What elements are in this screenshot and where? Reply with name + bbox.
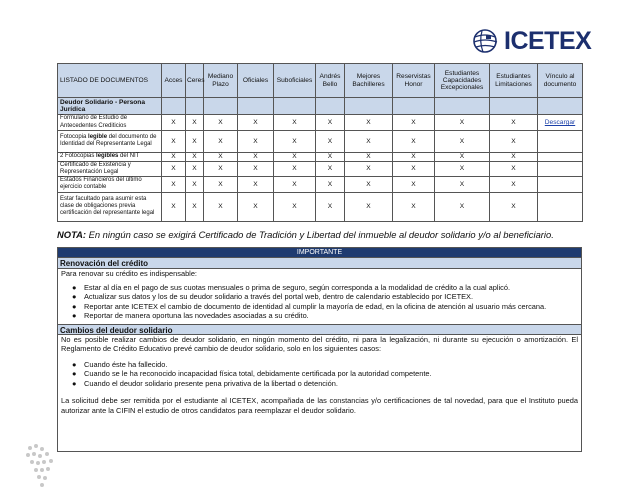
mark: X [435, 161, 490, 176]
mark: X [204, 192, 238, 221]
mark: X [238, 177, 274, 192]
doc-name: Estados Financieros del último ejercicio contable [58, 177, 162, 192]
list-item: ● Estar al día en el pago de sus cuotas mensuales o prima de seguro, según corresponda a la modalidad de crédito a la cual aplicó. [72, 282, 511, 292]
mark: X [345, 130, 393, 152]
documents-table [57, 63, 583, 222]
doc-name: Fotocopia legible del documento de Identidad del Representante Legal [58, 130, 162, 152]
mark: X [393, 192, 435, 221]
mark: X [490, 161, 538, 176]
mark: X [316, 115, 345, 130]
mark: X [435, 152, 490, 161]
cambios-closing: La solicitud debe ser remitida por el estudiante al ICETEX, acompañada de las constancias y/o certificaciones de tal novedad, para que el Instituto pueda autorizar ante la CIFIN el estudio de otros candidatos para reemplazar el deudor solidario. [61, 396, 578, 415]
list-item: ● Reportar de manera oportuna las novedades asociadas a su crédito. [72, 311, 309, 320]
mark: X [435, 130, 490, 152]
doc-name: Formulario de Estudio de Antecedentes Crediticios [58, 115, 162, 130]
renovacion-intro: Para renovar su crédito es indispensable: [61, 269, 197, 278]
col-header: Ceres [186, 64, 204, 98]
col-header: Mediano Plazo [204, 64, 238, 98]
mark: X [238, 130, 274, 152]
mark: X [162, 192, 186, 221]
mark: X [274, 177, 316, 192]
list-item: ● Cuando el deudor solidario presente pena privativa de la libertad o detención. [72, 378, 338, 388]
list-item: ● Cuando se le ha reconocido incapacidad física total, debidamente certificada por la autoridad competente. [72, 369, 432, 378]
bullet-icon: ● [72, 378, 77, 388]
mark: X [186, 115, 204, 130]
mark: X [274, 115, 316, 130]
cambios-list [58, 360, 581, 389]
mark: X [162, 130, 186, 152]
mark: X [490, 130, 538, 152]
mark: X [162, 152, 186, 161]
mark: X [204, 161, 238, 176]
mark: X [435, 192, 490, 221]
mark: X [316, 192, 345, 221]
col-header: Suboficiales [274, 64, 316, 98]
mark: X [393, 161, 435, 176]
importante-title: IMPORTANTE [58, 248, 581, 258]
mark: X [345, 115, 393, 130]
table-row [58, 192, 583, 221]
col-header: Andrés Bello [316, 64, 345, 98]
mark: X [435, 115, 490, 130]
mark: X [345, 152, 393, 161]
mark: X [204, 115, 238, 130]
importante-box [57, 247, 582, 452]
nota-text [57, 229, 582, 241]
map-decoration-icon [20, 440, 70, 493]
mark: X [186, 161, 204, 176]
mark: X [186, 130, 204, 152]
nota-body: En ningún caso se exigirá Certificado de Tradición y Libertad del inmueble al deudor solidario y/o al beneficiario. [86, 229, 554, 240]
doc-name: Certificado de Existencia y Representación Legal [58, 161, 162, 176]
table-row [58, 177, 583, 192]
mark: X [238, 152, 274, 161]
bullet-icon: ● [72, 369, 77, 378]
mark: X [274, 192, 316, 221]
mark: X [316, 130, 345, 152]
bullet-icon: ● [72, 311, 77, 320]
cambios-heading: Cambios del deudor solidario [58, 324, 581, 335]
mark: X [316, 161, 345, 176]
col-header: LISTADO DE DOCUMENTOS [58, 64, 162, 98]
logo-text: ICETEX [504, 27, 592, 55]
mark: X [186, 152, 204, 161]
globe-icon [470, 28, 504, 54]
mark: X [393, 152, 435, 161]
renovacion-list [58, 283, 581, 321]
mark: X [393, 115, 435, 130]
mark: X [274, 152, 316, 161]
table-row [58, 152, 583, 161]
col-header: Estudiantes Capacidades Excepcionales [435, 64, 490, 98]
mark: X [345, 192, 393, 221]
bullet-icon: ● [72, 282, 77, 292]
mark: X [490, 192, 538, 221]
mark: X [393, 130, 435, 152]
col-header: Estudiantes Limitaciones [490, 64, 538, 98]
group-row [58, 98, 583, 115]
bullet-icon: ● [72, 301, 77, 311]
list-item: ● Cuando éste ha fallecido. [72, 359, 168, 369]
bullet-icon: ● [72, 292, 77, 301]
mark: X [204, 130, 238, 152]
mark: X [274, 161, 316, 176]
mark: X [345, 177, 393, 192]
mark: X [345, 161, 393, 176]
mark: X [274, 130, 316, 152]
table-row [58, 161, 583, 176]
mark: X [162, 177, 186, 192]
list-item: ● Actualizar sus datos y los de su deudor solidario a través del portal web, dentro de calendario establecido por ICETEX. [72, 292, 474, 301]
table-row [58, 130, 583, 152]
mark: X [238, 115, 274, 130]
mark: X [490, 152, 538, 161]
table-header-row [58, 64, 583, 98]
mark: X [490, 177, 538, 192]
mark: X [162, 115, 186, 130]
col-header: Reservistas Honor [393, 64, 435, 98]
mark: X [204, 177, 238, 192]
mark: X [186, 177, 204, 192]
doc-name: 2 Fotocopias legibles del NIT [58, 152, 162, 161]
nota-label: NOTA: [57, 229, 86, 240]
col-header: Vínculo al documento [538, 64, 583, 98]
mark: X [435, 177, 490, 192]
icetex-logo [470, 28, 600, 54]
table-row [58, 115, 583, 130]
renovacion-heading: Renovación del crédito [58, 258, 581, 269]
mark: X [238, 192, 274, 221]
mark: X [316, 152, 345, 161]
list-item: ● Reportar ante ICETEX el cambio de documento de identidad al cumplir la mayoría de edad, en la oficina de atención al usuario más cercana. [72, 301, 547, 311]
doc-name: Estar facultado para asumir esta clase de obligaciones previa certificación del representante legal [58, 192, 162, 221]
group-label: Deudor Solidario - Persona Jurídica [58, 98, 162, 115]
col-header: Mejores Bachilleres [345, 64, 393, 98]
mark: X [186, 192, 204, 221]
mark: X [316, 177, 345, 192]
download-link[interactable]: Descargar [544, 119, 576, 126]
col-header: Oficiales [238, 64, 274, 98]
mark: X [162, 161, 186, 176]
mark: X [204, 152, 238, 161]
mark: X [238, 161, 274, 176]
mark: X [490, 115, 538, 130]
mark: X [393, 177, 435, 192]
bullet-icon: ● [72, 359, 77, 369]
cambios-intro: No es posible realizar cambios de deudor solidario, en ningún momento del crédito, ni para la legalización, ni durante su ejecución o amortización. El Reglamento de Crédito Educativo prevé cambio de deudor solidario, solo en los siguientes casos: [61, 334, 578, 353]
col-header: Acces [162, 64, 186, 98]
